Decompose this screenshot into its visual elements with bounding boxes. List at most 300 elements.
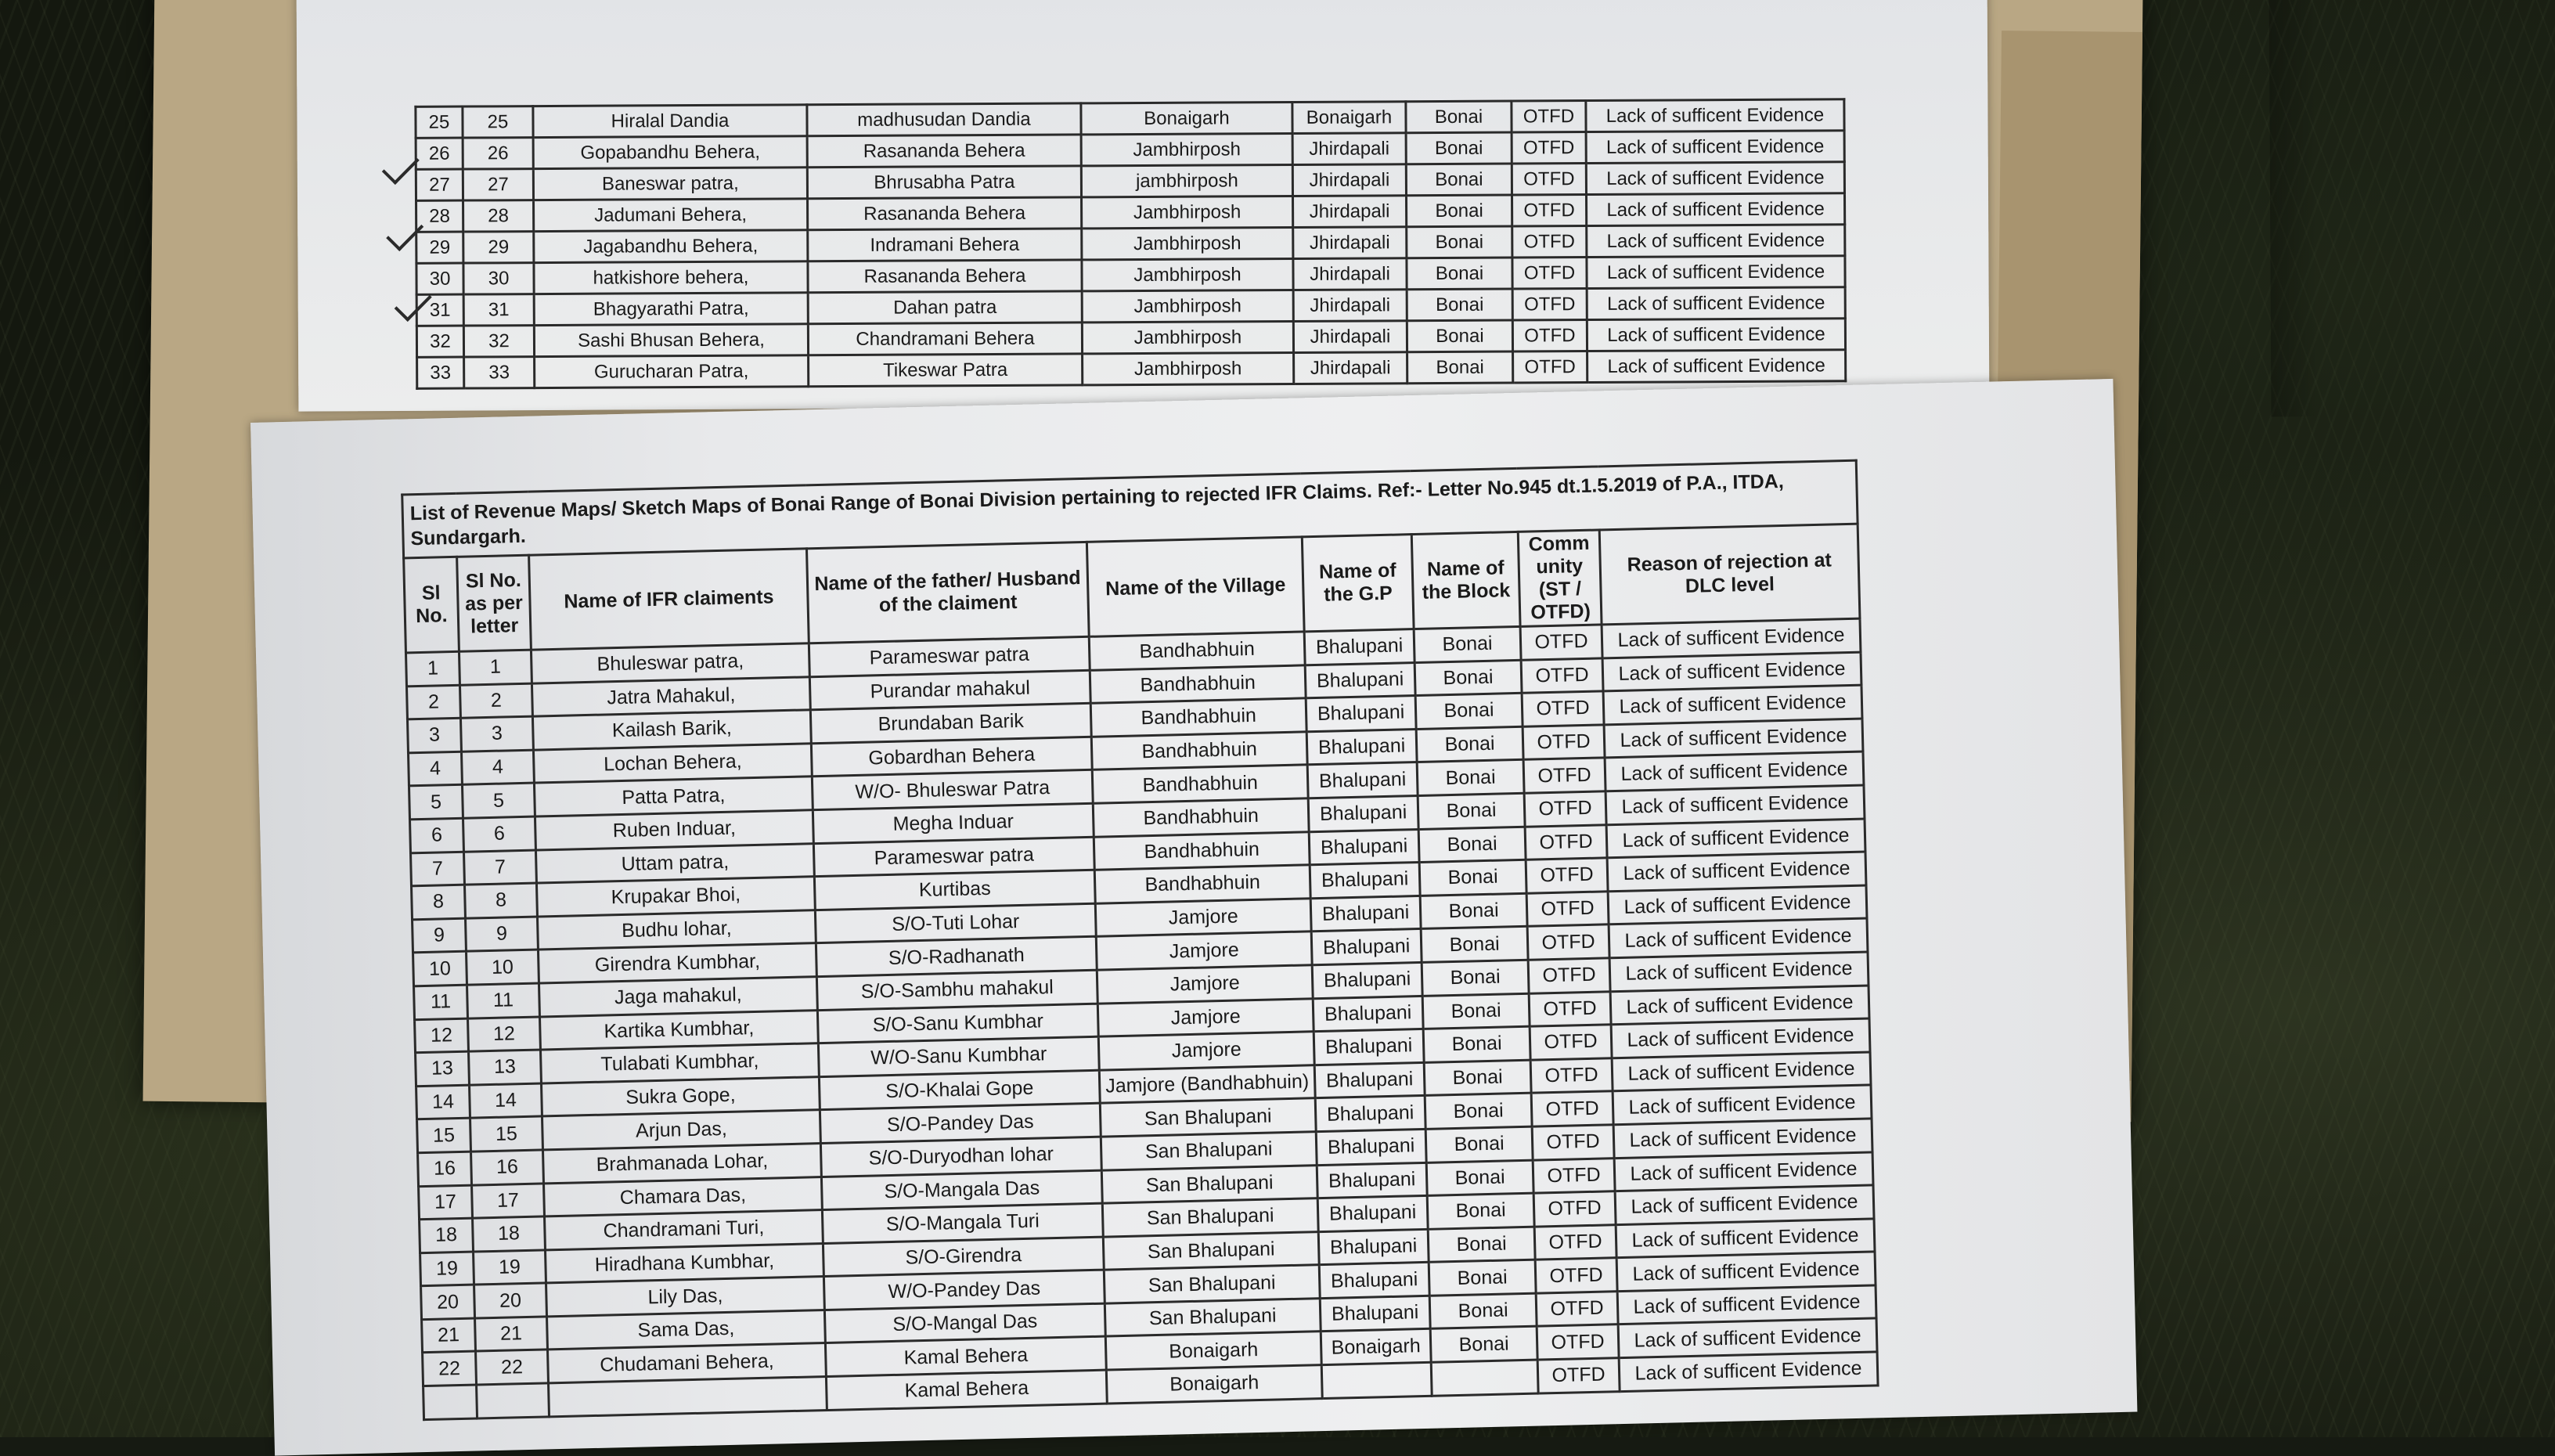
cell-village: Jambhirposh (1082, 227, 1293, 259)
cell-sl: 20 (421, 1285, 475, 1319)
cell-village: Jamjore (1097, 998, 1314, 1036)
cell-sl: 16 (418, 1151, 472, 1186)
cell-community: OTFD (1522, 691, 1604, 726)
header-sl-no: Sl No. (404, 557, 459, 653)
cell-gp: Jhirdapali (1293, 227, 1407, 259)
cell-block: Bonai (1420, 893, 1527, 929)
cell-name: Bhagyarathi Patra, (534, 293, 808, 326)
cell-community: OTFD (1521, 658, 1603, 693)
cell-name: Krupakar Bhoi, (536, 877, 815, 917)
cell-father: W/O-Sanu Kumbhar (818, 1036, 1099, 1076)
cell-gp: Bhalupani (1310, 863, 1420, 899)
cell-block: Bonai (1407, 289, 1512, 321)
cell-community: OTFD (1533, 1158, 1615, 1193)
table-row (417, 350, 1846, 389)
cell-reason: Lack of sufficent Evidence (1615, 1185, 1874, 1224)
cell-community: OTFD (1526, 858, 1608, 893)
cell-village: Jamjore (1097, 965, 1313, 1004)
cell-community: OTFD (1532, 1125, 1614, 1160)
cell-name: Baneswar patra, (533, 168, 807, 200)
cell-village: Jamjore (1095, 899, 1311, 937)
cell-father: madhusudan Dandia (807, 103, 1081, 136)
cell-name: Lochan Behera, (533, 744, 812, 784)
cell-gp: Bhalupani (1315, 1096, 1425, 1132)
cell-sl: 26 (416, 138, 463, 169)
cell-gp: Bhalupani (1319, 1263, 1429, 1299)
cell-reason: Lack of sufficent Evidence (1586, 99, 1844, 132)
cell-block: Bonai (1425, 1094, 1532, 1130)
table-title: List of Revenue Maps/ Sketch Maps of Bonai Range of Bonai Division pertaining to rejected IFR Claims. Ref:- Letter No.945 dt.1.5.2019 of P.A., ITDA, Sundargarh. (402, 460, 1858, 558)
cell-village: Bandhabhuin (1089, 632, 1305, 670)
cell-father: Purandar mahakul (809, 670, 1090, 710)
cell-block: Bonai (1406, 101, 1512, 133)
cell-block: Bonai (1414, 626, 1521, 662)
cell-gp: Jhirdapali (1293, 321, 1407, 353)
cell-name: Uttam patra, (535, 843, 814, 883)
cell-village: Bonaigarh (1081, 102, 1292, 134)
cell-community: OTFD (1512, 226, 1587, 258)
cell-sl-letter (477, 1383, 550, 1418)
cell-reason: Lack of sufficent Evidence (1587, 225, 1845, 258)
cell-sl-letter: 14 (470, 1083, 542, 1119)
cell-sl: 17 (419, 1185, 473, 1220)
cell-village: Jambhirposh (1082, 258, 1293, 290)
cell-father: Bhrusabha Patra (807, 166, 1081, 199)
cell-gp: Bhalupani (1310, 896, 1421, 932)
cell-village: San Bhalupani (1100, 1098, 1316, 1137)
cell-village: San Bhalupani (1104, 1265, 1320, 1303)
cell-sl-letter: 20 (474, 1283, 547, 1318)
cell-father: S/O-Mangala Das (821, 1170, 1102, 1210)
cell-reason: Lack of sufficent Evidence (1587, 319, 1845, 351)
cell-sl: 33 (417, 357, 464, 388)
cell-sl-letter: 28 (463, 200, 534, 232)
cell-father: S/O-Radhanath (816, 937, 1097, 977)
cell-father: S/O-Duryodhan lohar (820, 1137, 1101, 1177)
cell-father: W/O- Bhuleswar Patra (812, 770, 1093, 810)
cell-sl: 4 (408, 751, 462, 786)
cell-name: Kailash Barik, (532, 710, 811, 750)
check-mark-icon (382, 147, 420, 185)
cell-father: S/O-Sambhu mahakul (816, 970, 1097, 1010)
cell-block: Bonai (1422, 993, 1530, 1029)
cell-father: Kurtibas (814, 870, 1095, 910)
cell-reason: Lack of sufficent Evidence (1607, 852, 1866, 891)
cell-sl: 10 (413, 952, 467, 986)
cell-village: Jambhirposh (1082, 290, 1293, 322)
cell-sl-letter: 29 (463, 232, 534, 263)
cell-community: OTFD (1512, 101, 1586, 132)
cell-sl: 2 (406, 685, 460, 719)
cell-sl-letter: 31 (463, 294, 534, 326)
cell-block: Bonai (1407, 226, 1512, 258)
cell-sl-letter: 15 (470, 1116, 543, 1151)
cell-gp: Jhirdapali (1293, 196, 1407, 228)
cell-village: San Bhalupani (1105, 1298, 1321, 1336)
cell-community: OTFD (1530, 1025, 1612, 1060)
cell-name: Arjun Das, (542, 1110, 820, 1150)
header-father-husband: Name of the father/ Husband of the claiment (806, 542, 1089, 643)
cell-gp: Bhalupani (1314, 1062, 1425, 1098)
cell-block: Bonai (1406, 164, 1512, 196)
cell-sl: 18 (420, 1218, 474, 1252)
cell-reason: Lack of sufficent Evidence (1605, 751, 1864, 791)
cell-gp: Bhalupani (1317, 1162, 1427, 1198)
cell-sl: 28 (416, 200, 463, 232)
cell-community: OTFD (1537, 1358, 1620, 1393)
cell-gp: Jhirdapali (1292, 133, 1406, 165)
cell-village: Jamjore (1096, 932, 1312, 970)
cell-reason: Lack of sufficent Evidence (1610, 986, 1869, 1025)
cell-village: Bandhabhuin (1094, 865, 1310, 903)
cell-father: Brundaban Barik (810, 704, 1091, 744)
cell-sl: 30 (416, 263, 463, 294)
cell-block: Bonai (1422, 960, 1529, 996)
cell-name: Hiralal Dandia (533, 105, 807, 138)
cell-community: OTFD (1533, 1191, 1616, 1227)
cell-name: Jatra Mahakul, (532, 676, 810, 716)
cell-reason: Lack of sufficent Evidence (1608, 885, 1867, 924)
cell-reason: Lack of sufficent Evidence (1617, 1285, 1876, 1324)
header-claiment-name: Name of IFR claiments (529, 549, 809, 650)
cell-father: Rasananda Behera (807, 135, 1081, 168)
rejected-ifr-claims-table (401, 460, 1879, 1421)
cell-father: Parameswar patra (809, 636, 1090, 676)
cell-gp: Bhalupani (1306, 696, 1416, 732)
cell-sl: 12 (415, 1018, 469, 1053)
cell-sl-letter: 21 (475, 1317, 548, 1352)
cell-name: Lily Das, (546, 1277, 825, 1317)
cell-village: Bandhabhuin (1090, 698, 1306, 737)
cell-sl: 3 (407, 718, 461, 752)
cell-gp: Bhalupani (1318, 1229, 1429, 1265)
cell-sl-letter: 16 (471, 1150, 544, 1185)
cell-name: Hiradhana Kumbhar, (545, 1243, 823, 1283)
cell-gp: Bhalupani (1309, 829, 1419, 865)
cell-reason: Lack of sufficent Evidence (1587, 193, 1845, 226)
cell-sl-letter: 9 (465, 917, 538, 952)
cell-name: Sama Das, (547, 1310, 826, 1350)
cell-reason: Lack of sufficent Evidence (1612, 1052, 1871, 1091)
cell-sl: 22 (423, 1352, 477, 1386)
cell-name: Jaga mahakul, (539, 977, 817, 1017)
cell-block: Bonai (1407, 320, 1512, 352)
cell-gp: Bhalupani (1314, 1029, 1424, 1065)
cell-community: OTFD (1512, 320, 1587, 351)
cell-community: OTFD (1536, 1292, 1618, 1327)
cell-community: OTFD (1512, 164, 1586, 195)
cell-community: OTFD (1524, 791, 1606, 827)
cell-community: OTFD (1529, 991, 1611, 1026)
cell-gp: Bhalupani (1306, 729, 1417, 765)
cell-community: OTFD (1512, 195, 1587, 226)
cell-gp: Bhalupani (1311, 929, 1422, 965)
header-block: Name of the Block (1411, 532, 1520, 629)
cell-sl-letter: 12 (467, 1017, 540, 1052)
cell-block: Bonai (1426, 1160, 1533, 1196)
cell-name: Girendra Kumbhar, (538, 943, 816, 983)
cell-sl-letter: 6 (463, 816, 535, 852)
cell-sl: 25 (416, 106, 463, 138)
cell-reason: Lack of sufficent Evidence (1611, 1018, 1870, 1058)
cell-sl-letter: 4 (461, 750, 534, 785)
cell-sl-letter: 33 (464, 357, 535, 388)
cell-block: Bonai (1429, 1260, 1536, 1296)
cell-name: Jagabandhu Behera, (534, 230, 808, 263)
cell-village: Bandhabhuin (1091, 732, 1307, 770)
cell-father: Megha Induar (813, 803, 1094, 843)
cell-block: Bonai (1406, 132, 1512, 164)
cell-name: Chandramani Turi, (544, 1210, 823, 1250)
bottom-sheet (250, 379, 2137, 1456)
cell-father: S/O-Sanu Kumbhar (817, 1004, 1098, 1043)
cell-sl: 29 (416, 232, 463, 263)
cell-gp: Bonaigarh (1321, 1329, 1431, 1365)
cell-reason: Lack of sufficent Evidence (1587, 350, 1846, 383)
top-claims-table (414, 98, 1847, 390)
cell-community: OTFD (1513, 351, 1587, 383)
cell-village: Bandhabhuin (1094, 831, 1310, 870)
cell-gp: Bhalupani (1304, 629, 1414, 665)
cell-sl-letter: 8 (464, 883, 537, 918)
cell-gp: Jhirdapali (1294, 352, 1407, 384)
cell-village: Jamjore (1098, 1032, 1314, 1070)
cell-village: San Bhalupani (1101, 1132, 1317, 1170)
cell-father: Kamal Behera (825, 1337, 1106, 1377)
cell-sl-letter: 25 (463, 106, 533, 138)
cell-name: Sukra Gope, (541, 1076, 820, 1116)
cell-reason: Lack of sufficent Evidence (1586, 131, 1844, 164)
cell-community: OTFD (1525, 824, 1607, 860)
cell-reason: Lack of sufficent Evidence (1586, 162, 1844, 195)
cell-block: Bonai (1415, 694, 1523, 730)
cell-reason: Lack of sufficent Evidence (1603, 685, 1862, 724)
cell-sl-letter: 22 (476, 1350, 549, 1385)
cell-sl: 8 (412, 885, 466, 919)
cell-community: OTFD (1531, 1091, 1613, 1126)
cell-sl-letter: 32 (463, 326, 534, 357)
cell-name: Budhu lohar, (537, 910, 816, 950)
cell-sl: 32 (416, 326, 463, 357)
cell-village: San Bhalupani (1101, 1165, 1317, 1203)
cell-gp: Bhalupani (1313, 996, 1423, 1032)
cell-village: Jamjore (Bandhabhuin) (1099, 1065, 1315, 1103)
cell-sl: 27 (416, 169, 463, 200)
cell-father: Gobardhan Behera (811, 737, 1092, 777)
cell-community: OTFD (1530, 1058, 1613, 1093)
cell-father: W/O-Pandey Das (823, 1270, 1105, 1310)
cell-community: OTFD (1523, 758, 1605, 793)
cell-father: Kamal Behera (826, 1370, 1107, 1410)
cell-gp: Jhirdapali (1293, 290, 1407, 322)
cell-sl-letter: 19 (474, 1250, 546, 1285)
cell-name: Ruben Induar, (535, 810, 813, 850)
cell-sl: 31 (416, 294, 463, 326)
cell-block: Bonai (1407, 258, 1512, 290)
cell-community: OTFD (1512, 258, 1587, 289)
cell-reason: Lack of sufficent Evidence (1602, 652, 1861, 691)
cell-gp: Bhalupani (1307, 762, 1418, 798)
cell-name: Gopabandhu Behera, (533, 136, 807, 169)
cell-reason: Lack of sufficent Evidence (1587, 256, 1845, 289)
cell-block: Bonai (1417, 760, 1524, 796)
cell-sl-letter: 17 (472, 1183, 545, 1218)
cell-reason: Lack of sufficent Evidence (1619, 1352, 1878, 1391)
cell-block: Bonai (1430, 1327, 1537, 1363)
cell-village: Bonaigarh (1105, 1332, 1321, 1370)
cell-sl: 21 (422, 1318, 476, 1353)
cell-reason: Lack of sufficent Evidence (1613, 1119, 1872, 1158)
cell-father: Dahan patra (808, 291, 1082, 324)
cell-name: Chudamani Behera, (548, 1343, 827, 1383)
cell-father: S/O-Mangala Turi (822, 1203, 1103, 1243)
cell-gp: Jhirdapali (1293, 258, 1407, 290)
cell-village: Bandhabhuin (1092, 765, 1308, 803)
cell-reason: Lack of sufficent Evidence (1605, 785, 1865, 824)
cell-block: Bonai (1407, 351, 1513, 384)
cell-block: Bonai (1427, 1193, 1534, 1229)
cell-name: Jadumani Behera, (534, 199, 808, 232)
cell-father: Parameswar patra (813, 837, 1094, 877)
cell-community: OTFD (1523, 725, 1605, 760)
cell-reason: Lack of sufficent Evidence (1609, 918, 1868, 957)
cell-father: Chandramani Behera (808, 323, 1082, 355)
cell-block: Bonai (1429, 1293, 1537, 1329)
cell-name: Kartika Kumbhar, (539, 1010, 818, 1050)
cell-sl-letter: 5 (462, 783, 535, 818)
header-community: Comm unity (ST / OTFD) (1518, 530, 1602, 626)
cell-sl-letter: 1 (459, 650, 532, 685)
top-sheet (297, 0, 1990, 412)
cell-reason: Lack of sufficent Evidence (1587, 287, 1845, 320)
cell-father: Tikeswar Patra (809, 354, 1083, 387)
header-reason: Reason of rejection at DLC level (1599, 524, 1860, 625)
cell-village: Jambhirposh (1083, 352, 1294, 384)
cell-village: Jambhirposh (1082, 196, 1293, 228)
cell-reason: Lack of sufficent Evidence (1602, 618, 1861, 658)
cell-block: Bonai (1421, 927, 1528, 963)
cell-sl-letter: 3 (460, 716, 533, 751)
cell-name: hatkishore behera, (534, 261, 808, 294)
header-village: Name of the Village (1087, 537, 1304, 636)
cell-block: Bonai (1423, 1026, 1530, 1062)
cell-block: Bonai (1425, 1126, 1533, 1162)
cell-community: OTFD (1534, 1224, 1616, 1260)
cell-village: San Bhalupani (1103, 1231, 1319, 1270)
cell-sl-letter: 10 (466, 950, 539, 985)
cell-community: OTFD (1527, 924, 1609, 960)
cell-community: OTFD (1528, 958, 1610, 993)
cell-block: Bonai (1418, 793, 1525, 829)
cell-father: S/O-Mangal Das (824, 1303, 1105, 1343)
cell-sl: 19 (420, 1252, 474, 1286)
cell-name: Gurucharan Patra, (535, 355, 809, 388)
cell-sl-letter: 27 (463, 169, 533, 200)
cell-gp: Bhalupani (1308, 795, 1418, 831)
cell-block: Bonai (1418, 827, 1526, 863)
cell-gp: Bonaigarh (1292, 102, 1406, 134)
cell-block (1431, 1360, 1538, 1396)
cell-community: OTFD (1537, 1324, 1619, 1360)
cell-gp: Bhalupani (1317, 1195, 1428, 1231)
cell-sl (423, 1385, 477, 1419)
cell-reason: Lack of sufficent Evidence (1609, 952, 1869, 991)
cell-sl: 5 (409, 785, 463, 820)
cell-community: OTFD (1526, 892, 1609, 927)
cell-sl-letter: 18 (473, 1216, 546, 1252)
cell-village: Jambhirposh (1081, 133, 1292, 165)
cell-sl-letter: 26 (463, 138, 533, 169)
cell-village: Jambhirposh (1082, 321, 1293, 353)
cell-reason: Lack of sufficent Evidence (1614, 1151, 1873, 1191)
cell-name: Tulabati Kumbhar, (540, 1043, 819, 1083)
cell-reason: Lack of sufficent Evidence (1613, 1085, 1872, 1124)
cell-father: S/O-Pandey Das (820, 1103, 1101, 1143)
cell-name: Brahmanada Lohar, (542, 1144, 821, 1184)
cell-block: Bonai (1419, 860, 1526, 896)
cell-father: Rasananda Behera (808, 260, 1082, 293)
cell-name: Bhuleswar patra, (531, 643, 809, 683)
cell-block: Bonai (1414, 660, 1522, 696)
cell-name: Chamara Das, (543, 1177, 822, 1216)
cell-sl: 11 (414, 985, 468, 1019)
cell-block: Bonai (1407, 195, 1512, 227)
cell-name: Sashi Bhusan Behera, (534, 324, 808, 357)
cell-gp: Bhalupani (1312, 962, 1422, 998)
cell-sl: 13 (416, 1051, 470, 1086)
cell-gp: Bhalupani (1316, 1129, 1426, 1165)
cell-name: Patta Patra, (534, 777, 813, 816)
cell-reason: Lack of sufficent Evidence (1616, 1252, 1876, 1291)
cell-village: Bandhabhuin (1090, 665, 1306, 703)
cell-reason: Lack of sufficent Evidence (1618, 1318, 1877, 1357)
cell-father: S/O-Girendra (823, 1237, 1104, 1277)
cell-sl-letter: 13 (469, 1050, 542, 1085)
cell-father: Indramani Behera (808, 229, 1082, 261)
cell-gp (1321, 1362, 1432, 1398)
cell-father: S/O-Khalai Gope (819, 1070, 1100, 1110)
cell-sl: 6 (409, 818, 463, 852)
cell-community: OTFD (1512, 132, 1586, 164)
cell-sl-letter: 11 (467, 983, 539, 1018)
cell-block: Bonai (1428, 1227, 1535, 1263)
cell-gp: Bhalupani (1305, 662, 1415, 698)
cell-community: OTFD (1512, 289, 1587, 320)
cell-village: jambhirposh (1081, 164, 1292, 196)
cell-sl-letter: 2 (459, 683, 532, 719)
cell-sl: 15 (417, 1118, 471, 1152)
cell-sl: 1 (405, 651, 459, 686)
cell-sl: 9 (413, 918, 467, 953)
cell-gp: Bhalupani (1320, 1296, 1430, 1332)
cell-block: Bonai (1424, 1060, 1531, 1096)
header-sl-no-letter: Sl No. as per letter (457, 555, 532, 651)
cell-sl: 7 (411, 852, 465, 886)
cell-reason: Lack of sufficent Evidence (1616, 1219, 1875, 1258)
cell-community: OTFD (1520, 625, 1602, 660)
cell-village: Bonaigarh (1106, 1365, 1322, 1404)
cell-reason: Lack of sufficent Evidence (1604, 719, 1863, 758)
cell-village: San Bhalupani (1102, 1198, 1318, 1237)
cell-father: S/O-Tuti Lohar (815, 903, 1096, 943)
cell-block: Bonai (1416, 726, 1523, 762)
cell-gp: Jhirdapali (1292, 164, 1406, 196)
cell-name (549, 1377, 827, 1417)
cell-sl-letter: 7 (463, 850, 536, 885)
cell-father: Rasananda Behera (808, 197, 1082, 230)
header-gp: Name of the G.P (1302, 535, 1414, 632)
cell-sl-letter: 30 (463, 263, 534, 294)
